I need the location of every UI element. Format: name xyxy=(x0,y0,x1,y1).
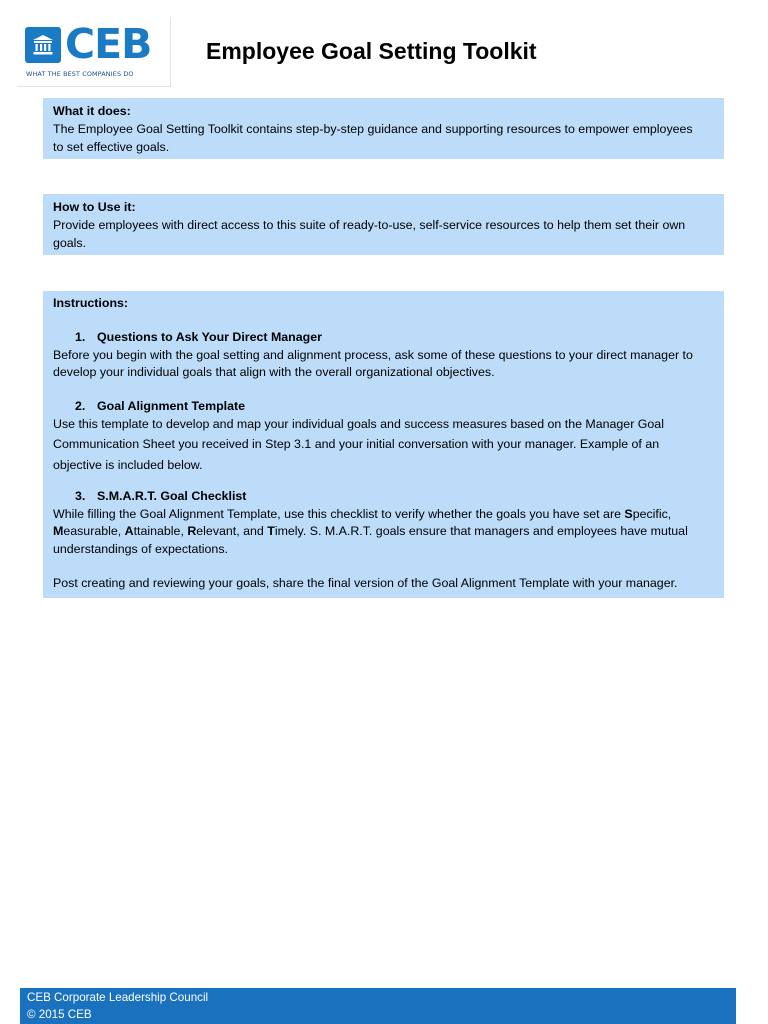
section-body-line: Provide employees with direct access to this suite of ready-to-use, self-service resources to help them set their own xyxy=(53,217,686,232)
step-body-line: Communication Sheet you received in Step 3.1 and your initial conversation with your manager. Example of an xyxy=(53,436,660,451)
step-body-line: Use this template to develop and map your individual goals and success measures based on the Manager Goal xyxy=(53,416,664,431)
step-title: S.M.A.R.T. Goal Checklist xyxy=(97,488,247,503)
footer-org: CEB Corporate Leadership Council xyxy=(27,991,209,1004)
step-body-line: Before you begin with the goal setting and alignment process, ask some of these questions to your direct manager to xyxy=(53,347,693,362)
section-heading: How to Use it: xyxy=(53,200,136,214)
ceb-logo xyxy=(17,17,171,87)
step-number: 3. xyxy=(75,488,86,503)
section-body-line: goals. xyxy=(53,235,87,250)
step-title: Goal Alignment Template xyxy=(97,399,246,414)
step-heading xyxy=(53,398,714,416)
building-icon xyxy=(25,27,61,63)
step-heading xyxy=(53,329,714,347)
section-heading: What it does: xyxy=(53,104,131,118)
section-body-line: The Employee Goal Setting Toolkit contains step-by-step guidance and supporting resources to empower employees xyxy=(53,121,693,136)
how-to-use-section xyxy=(43,194,724,255)
logo-wordmark: CEB xyxy=(65,20,152,68)
step-heading xyxy=(53,488,714,506)
page-title: Employee Goal Setting Toolkit xyxy=(206,38,537,64)
logo-tagline: WHAT THE BEST COMPANIES DO xyxy=(26,70,134,78)
step-body-line: understandings of expectations. xyxy=(53,542,228,557)
section-body-line: to set effective goals. xyxy=(53,139,170,154)
footer-copyright: © 2015 CEB xyxy=(27,1007,92,1021)
closing-note: Post creating and reviewing your goals, share the final version of the Goal Alignment Template with your manager. xyxy=(53,575,678,590)
what-it-does-section xyxy=(43,98,724,159)
step-body-line: develop your individual goals that align with the overall organizational objectives. xyxy=(53,365,495,380)
step-body-line: While filling the Goal Alignment Template, use this checklist to verify whether the goals you have set are Specific, xyxy=(53,506,672,521)
step-body-line: Measurable, Attainable, Relevant, and Timely. S. M.A.R.T. goals ensure that managers and employees have mutual xyxy=(53,524,688,539)
step-number: 1. xyxy=(75,329,86,344)
section-heading: Instructions: xyxy=(53,296,129,310)
footer xyxy=(20,988,736,1024)
step-number: 2. xyxy=(75,399,86,414)
step-body-line: objective is included below. xyxy=(53,457,203,472)
step-title: Questions to Ask Your Direct Manager xyxy=(97,329,322,344)
instructions-section xyxy=(43,291,724,598)
